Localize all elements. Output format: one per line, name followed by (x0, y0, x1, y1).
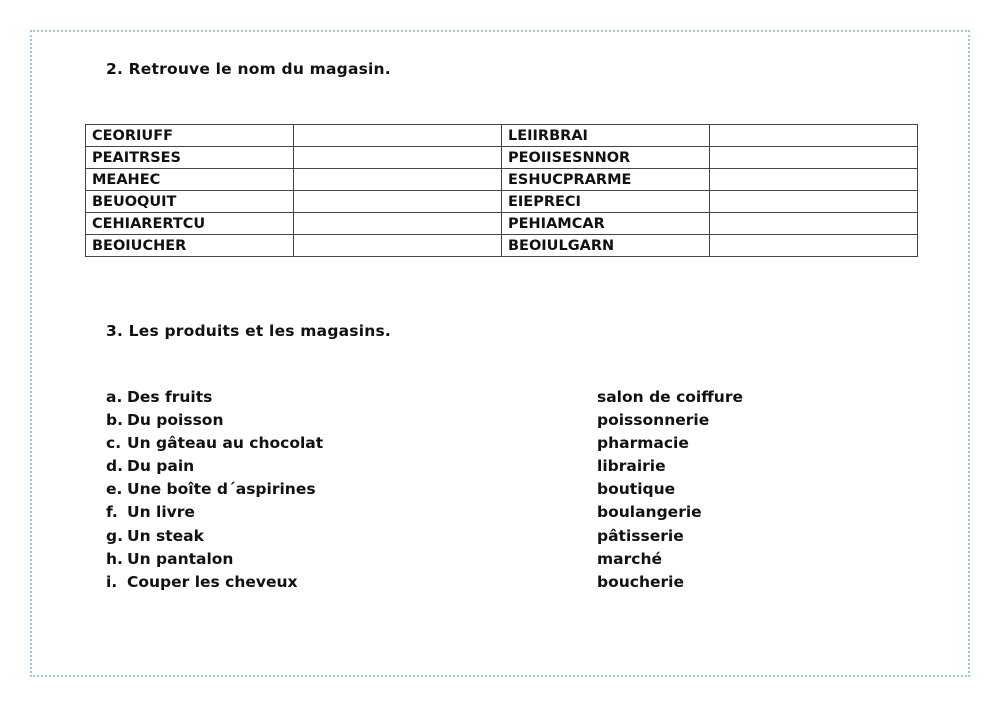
section-3-title: 3. Les produits et les magasins. (106, 322, 391, 340)
item-letter: e. (106, 480, 123, 499)
shop-list (597, 386, 743, 594)
section-2-title: 2. Retrouve le nom du magasin. (106, 60, 391, 78)
shop-item: pâtisserie (597, 526, 684, 545)
scrambled-word-cell: MEAHEC (86, 169, 294, 191)
product-text: Couper les cheveux (127, 572, 298, 591)
table-row (86, 191, 918, 213)
shop-item: boulangerie (597, 503, 702, 522)
product-item (106, 571, 323, 594)
scrambled-word-cell: EIEPRECI (502, 191, 710, 213)
answer-cell[interactable] (710, 213, 918, 235)
answer-cell[interactable] (294, 169, 502, 191)
item-letter: h. (106, 549, 123, 568)
scrambled-word-cell: BEUOQUIT (86, 191, 294, 213)
product-text: Un pantalon (127, 549, 234, 568)
product-item (106, 432, 323, 455)
product-item (106, 386, 323, 409)
product-item (106, 525, 323, 548)
answer-cell[interactable] (710, 169, 918, 191)
shop-item: librairie (597, 457, 666, 476)
product-item (106, 409, 323, 432)
table-row (86, 125, 918, 147)
shop-item: salon de coiffure (597, 388, 743, 406)
product-item (106, 455, 323, 478)
scrambled-word-cell: CEHIARERTCU (86, 213, 294, 235)
answer-cell[interactable] (294, 213, 502, 235)
answer-cell[interactable] (294, 125, 502, 147)
item-letter: b. (106, 411, 123, 430)
item-letter: d. (106, 457, 123, 476)
shop-item: pharmacie (597, 434, 689, 453)
table-row (86, 213, 918, 235)
scrambled-word-cell: BEOIUCHER (86, 235, 294, 257)
answer-cell[interactable] (294, 235, 502, 257)
product-text: Du pain (127, 457, 195, 476)
table-row (86, 235, 918, 257)
product-text: Un steak (127, 526, 204, 545)
shop-item: boucherie (597, 572, 684, 591)
answer-cell[interactable] (710, 125, 918, 147)
scrambled-word-cell: LEIIRBRAI (502, 125, 710, 147)
product-item (106, 478, 323, 501)
product-text: Une boîte d´aspirines (127, 480, 316, 499)
table-row (86, 147, 918, 169)
product-text: Un livre (127, 503, 195, 522)
product-text: Des fruits (127, 388, 213, 406)
product-item (106, 548, 323, 571)
answer-cell[interactable] (710, 235, 918, 257)
shop-item: marché (597, 549, 662, 568)
scrambled-word-cell: CEORIUFF (86, 125, 294, 147)
item-letter: c. (106, 434, 122, 453)
answer-cell[interactable] (710, 147, 918, 169)
item-letter: f. (106, 503, 118, 522)
scrambled-word-cell: PEOIISESNNOR (502, 147, 710, 169)
item-letter: a. (106, 388, 123, 406)
product-item (106, 501, 323, 524)
table-row (86, 169, 918, 191)
item-letter: g. (106, 526, 123, 545)
scrambled-words-table (85, 124, 918, 257)
shop-item: boutique (597, 480, 676, 499)
product-text: Un gâteau au chocolat (127, 434, 324, 453)
scrambled-word-cell: BEOIULGARN (502, 235, 710, 257)
item-letter: i. (106, 572, 118, 591)
product-text: Du poisson (127, 411, 224, 430)
shop-item: poissonnerie (597, 411, 710, 430)
scrambled-word-cell: ESHUCPRARME (502, 169, 710, 191)
answer-cell[interactable] (710, 191, 918, 213)
scrambled-word-cell: PEAITRSES (86, 147, 294, 169)
product-list (106, 386, 323, 594)
answer-cell[interactable] (294, 191, 502, 213)
scrambled-word-cell: PEHIAMCAR (502, 213, 710, 235)
answer-cell[interactable] (294, 147, 502, 169)
